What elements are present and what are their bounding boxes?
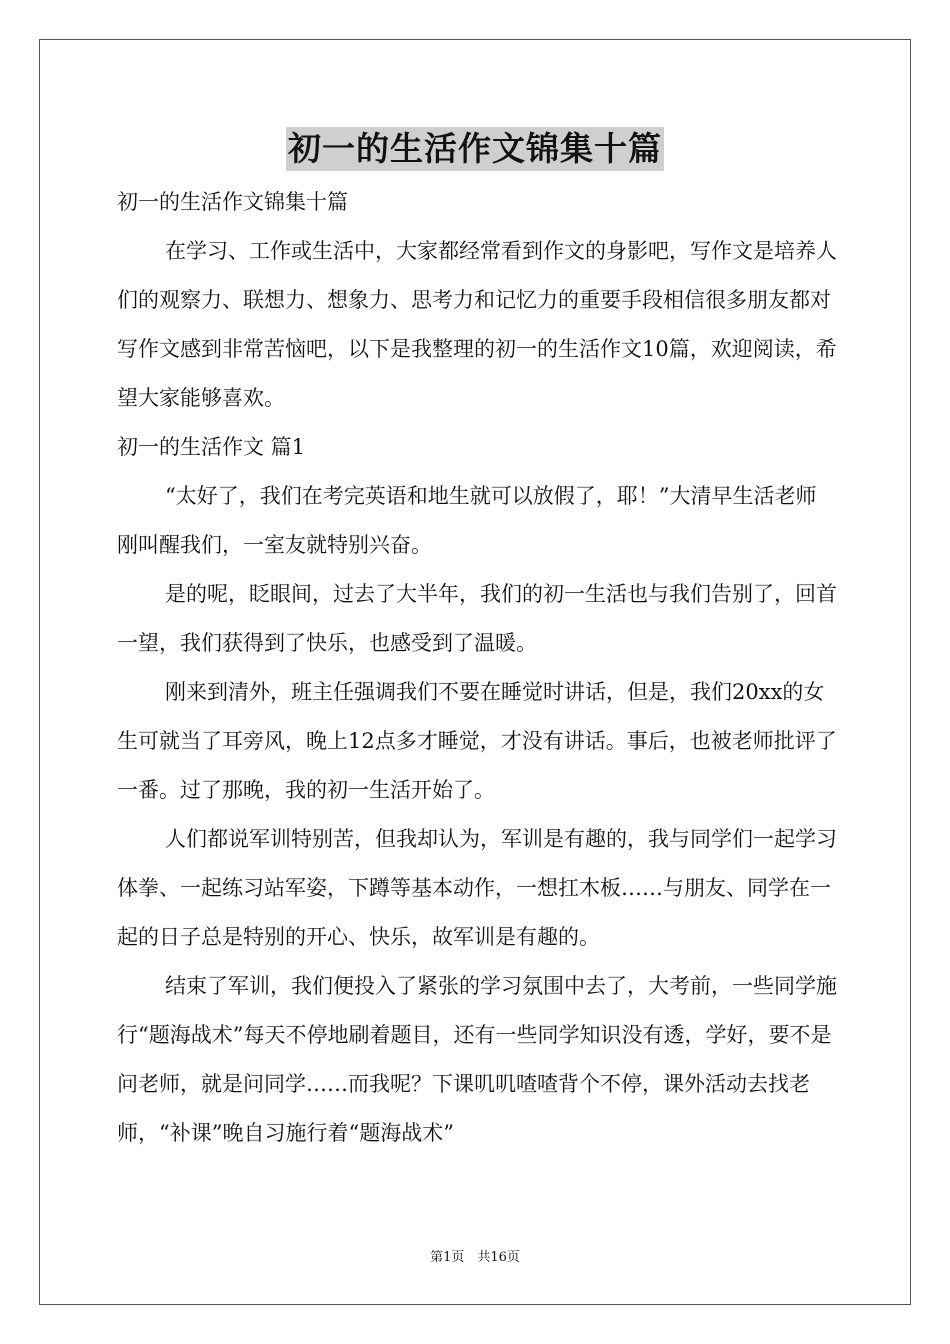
section-heading: 初一的生活作文 篇1 — [117, 435, 306, 459]
document-body — [117, 178, 837, 1158]
title-container — [0, 127, 950, 171]
document-title: 初一的生活作文锦集十篇 — [286, 127, 664, 171]
paragraph: 人们都说军训特别苦，但我却认为，军训是有趣的，我与同学们一起学习体拳、一起练习站军姿，下蹲等基本动作，一想扛木板……与朋友、同学在一起的日子总是特别的开心、快乐，故军训是有趣的。 — [117, 827, 837, 949]
paragraph: 刚来到清外，班主任强调我们不要在睡觉时讲话，但是，我们20xx的女生可就当了耳旁风，晚上12点多才睡觉，才没有讲话。事后，也被老师批评了一番。过了那晚，我的初一生活开始了。 — [117, 680, 837, 802]
paragraph: “太好了，我们在考完英语和地生就可以放假了，耶！”大清早生活老师刚叫醒我们，一室友就特别兴奋。 — [117, 484, 817, 557]
paragraph: 是的呢，眨眼间，过去了大半年，我们的初一生活也与我们告别了，回首一望，我们获得到了快乐，也感受到了温暖。 — [117, 582, 837, 655]
paragraph: 在学习、工作或生活中，大家都经常看到作文的身影吧，写作文是培养人们的观察力、联想力、想象力、思考力和记忆力的重要手段相信很多朋友都对写作文感到非常苦恼吧，以下是我整理的初一的生活作文10篇，欢迎阅读，希望大家能够喜欢。 — [117, 239, 837, 410]
paragraph: 结束了军训，我们便投入了紧张的学习氛围中去了，大考前，一些同学施行“题海战术”每天不停地刷着题目，还有一些同学知识没有透，学好，要不是问老师，就是问同学……而我呢？下课叽叽喳喳背个不停，课外活动去找老师，“补课”晚自习施行着“题海战术” — [117, 974, 837, 1145]
page-footer: 第1页 共16页 — [430, 1250, 520, 1265]
section-heading: 初一的生活作文锦集十篇 — [117, 190, 348, 214]
